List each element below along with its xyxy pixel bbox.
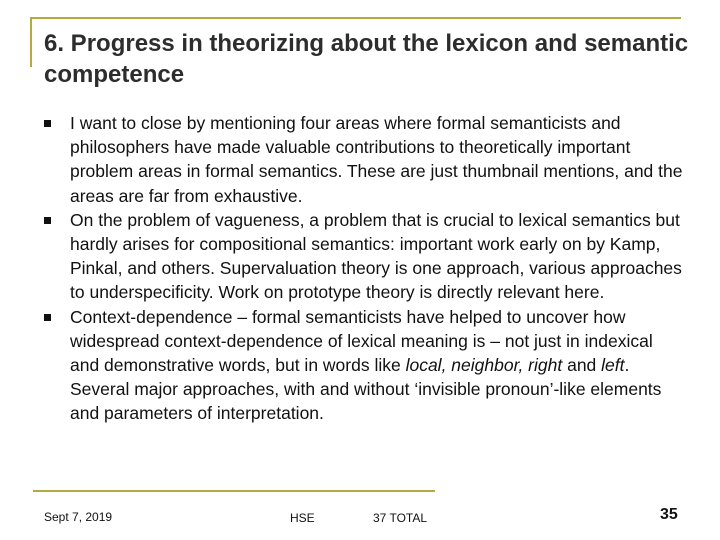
bullet-item	[44, 208, 684, 305]
footer-total: 37 TOTAL	[373, 511, 428, 525]
bullet-square-icon	[44, 217, 51, 224]
bullet-square-icon	[44, 314, 51, 321]
title-frame-left-rule	[30, 17, 32, 67]
bullet-list	[44, 111, 684, 426]
bullet-item	[44, 111, 684, 208]
bullet-text: On the problem of vagueness, a problem that is crucial to lexical semantics but hardly arises for compositional semantics: important work early on by Kamp, Pinkal, and others. Supervaluation theory is one approach, various approaches to underspecificity. Work on prototype theory is directly relevant here.	[70, 209, 682, 303]
footer-org: HSE	[290, 511, 315, 525]
footer-date: Sept 7, 2019	[44, 510, 113, 524]
bullet-text-italic: left	[601, 355, 625, 376]
title-frame-top-rule	[30, 17, 681, 19]
bullet-text: I want to close by mentioning four areas where formal semanticists and philosophers have made valuable contributions to theoretically important problem areas in formal semantics. These are just thumbnail mentions, and the areas are far from exhaustive.	[70, 113, 683, 206]
bullet-text: Context-dependence – formal semanticists have helped to uncover how widespread context-dependence of lexical meaning is – not just in indexical and demonstrative words, but in words like	[70, 306, 653, 376]
bullet-text: . Several major approaches, with and without ‘invisible pronoun’-like elements and parameters of interpretation.	[70, 355, 662, 424]
footer-rule	[33, 490, 435, 492]
slide-title: 6. Progress in theorizing about the lexicon and semantic competence	[44, 30, 689, 88]
page-number: 35	[660, 506, 678, 523]
bullet-square-icon	[44, 120, 51, 127]
bullet-item	[44, 305, 684, 426]
bullet-text: and	[562, 355, 602, 376]
bullet-text-italic: local, neighbor, right	[405, 355, 563, 376]
